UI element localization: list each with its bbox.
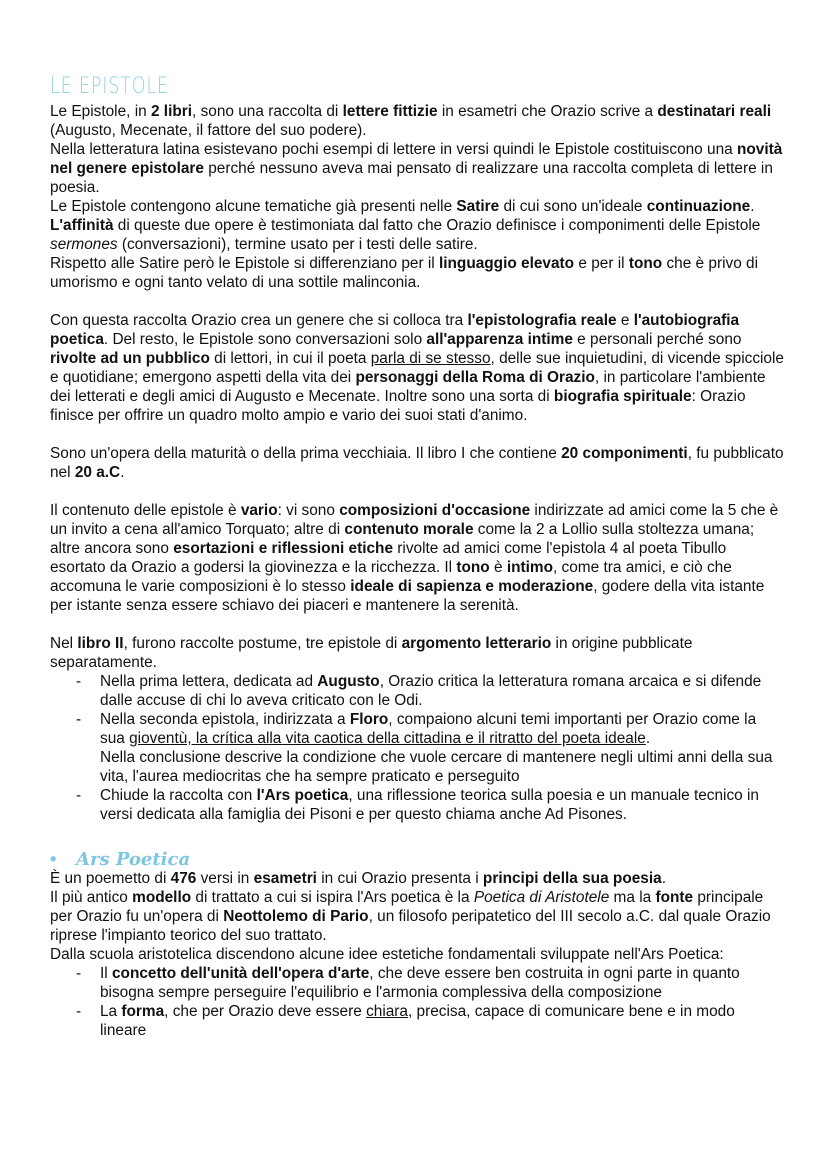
list-item <box>50 1002 784 1040</box>
bold-text: lettere fittizie <box>342 103 438 120</box>
text-run: , godere della vita istante per istante senza essere schiavo dei piaceri e mantenere la serenità. <box>50 578 765 614</box>
bullet-icon: • <box>50 849 57 869</box>
text-run: , fu pubblicato nel <box>50 445 784 481</box>
text-run: in origine pubblicate separatamente. <box>50 635 693 671</box>
text-run: Sono un'opera della maturità o della prima vecchiaia. Il libro I che contiene <box>50 445 562 462</box>
text-run: Le Epistole contengono alcune tematiche già presenti nelle <box>50 198 457 215</box>
bold-text: forma <box>121 1003 165 1020</box>
list-item <box>50 786 784 824</box>
bold-text: biografia spirituale <box>553 388 692 405</box>
text-run: (conversazioni), termine usato per i testi delle satire. <box>117 236 478 253</box>
text-run: Il più antico <box>50 889 133 906</box>
text-run: di queste due opere è testimoniata dal fatto che Orazio definisce i componimenti delle Epistole <box>113 217 761 234</box>
paragraph <box>50 311 784 425</box>
section-title: LE EPISTOLE <box>50 74 169 99</box>
text-run: e personali perché sono <box>572 331 742 348</box>
blank-line <box>50 482 784 501</box>
bold-text: concetto dell'unità dell'opera d'arte <box>111 965 370 982</box>
text-run: indirizzate ad amici come la 5 che è un invito a cena all'amico Torquato; altre di <box>50 502 779 538</box>
dash-bullet-icon: - <box>76 673 82 690</box>
bold-text: linguaggio elevato <box>438 255 575 272</box>
dash-bullet-icon: - <box>76 787 82 804</box>
paragraph <box>50 501 784 615</box>
italic-text: Poetica di Aristotele <box>473 889 610 906</box>
blank-line <box>50 824 784 843</box>
paragraph <box>50 945 784 964</box>
text-run: Con questa raccolta Orazio crea un genere che si colloca tra <box>50 312 468 329</box>
underlined-text: gioventù, la crítica alla vita caotica della cittadina e il ritratto del poeta ideale <box>129 730 646 747</box>
bold-text: all'apparenza intime <box>426 331 573 348</box>
underlined-text: chiara <box>366 1003 408 1020</box>
bold-text: 476 <box>170 870 197 887</box>
text-run: La <box>100 1003 122 1020</box>
bold-text: personaggi della Roma di Orazio <box>355 369 595 386</box>
text-run: Nella conclusione descrive la condizione che vuole cercare di mantenere negli ultimi anni della sua vita, l'aurea mediocritas che ha sempre praticato e perseguito <box>100 749 773 785</box>
text-run: Le Epistole, in <box>50 103 151 120</box>
bold-text: composizioni d'occasione <box>339 502 531 519</box>
bold-text: l'Ars poetica <box>256 787 349 804</box>
text-run: Dalla scuola aristotelica discendono alcune idee estetiche fondamentali sviluppate nell'Ars Poetica: <box>50 946 724 963</box>
bold-text: l'autobiografia poetica <box>50 312 740 348</box>
text-run: ma la <box>609 889 656 906</box>
text-run: , compaiono alcuni temi importanti per Orazio come la sua <box>100 711 757 747</box>
blank-line <box>50 292 784 311</box>
paragraph <box>50 444 784 482</box>
document-page <box>50 74 784 1040</box>
bold-text: Satire <box>456 198 500 215</box>
bold-text: tono <box>456 559 490 576</box>
blank-line <box>50 615 784 634</box>
underlined-text: parla di se stesso <box>370 350 491 367</box>
paragraph <box>50 869 784 888</box>
list-item <box>50 964 784 1002</box>
bold-text: continuazione <box>646 198 751 215</box>
text-run: Nella letteratura latina esistevano pochi esempi di lettere in versi quindi le Epistole costituiscono una <box>50 141 737 158</box>
text-run: : Orazio finisce per offrire un quadro molto ampio e vario dei suoi stati d'animo. <box>50 388 746 424</box>
text-run: , una riflessione teorica sulla poesia e un manuale tecnico in versi dedicata alla famiglia dei Pisoni e per questo chiama anche Ad Pisones. <box>100 787 759 823</box>
text-run: Rispetto alle Satire però le Epistole si differenziano per il <box>50 255 439 272</box>
bold-text: 2 libri <box>150 103 193 120</box>
bold-text: argomento letterario <box>401 635 552 652</box>
text-run: Nel <box>50 635 78 652</box>
bold-text: ideale di sapienza e moderazione <box>350 578 594 595</box>
text-run: perché nessuno aveva mai pensato di realizzare una raccolta completa di lettere in poesia. <box>50 160 773 196</box>
text-run: rivolte ad amici come l'epistola 4 al poeta Tibullo esortato da Orazio a godersi la giovinezza e la ricchezza. Il <box>50 540 727 576</box>
text-run: come la 2 a Lollio sulla stoltezza umana; altre ancora sono <box>50 521 755 557</box>
bold-text: Neottolemo di Pario <box>223 908 369 925</box>
bold-text: modello <box>132 889 192 906</box>
list-item <box>50 710 784 786</box>
text-run: e per il <box>574 255 629 272</box>
paragraph <box>50 888 784 945</box>
text-run: è <box>489 559 507 576</box>
text-run: che è privo di umorismo e ogni tanto velato di una sottile malinconia. <box>50 255 759 291</box>
bold-text: l'epistolografia reale <box>467 312 617 329</box>
bold-text: esametri <box>253 870 317 887</box>
text-run: Chiude la raccolta con <box>100 787 257 804</box>
dash-bullet-icon: - <box>76 965 82 982</box>
paragraph <box>50 140 784 197</box>
text-run: Il <box>100 965 112 982</box>
list-item <box>50 672 784 710</box>
bold-text: principi della sua poesia <box>482 870 662 887</box>
text-run: Nella seconda epistola, indirizzata a <box>100 711 350 728</box>
bold-text: fonte <box>655 889 694 906</box>
text-run: , che deve essere ben costruita in ogni parte in quanto bisogna sempre perseguire l'equilibrio e l'armonia complessiva della composizione <box>100 965 740 1001</box>
bold-text: 20 a.C <box>74 464 121 481</box>
bold-text: contenuto morale <box>344 521 474 538</box>
text-run: di lettori, in cui il poeta <box>209 350 371 367</box>
bold-text: destinatari reali <box>657 103 772 120</box>
text-run: Nella prima lettera, dedicata ad <box>100 673 318 690</box>
text-run: , in particolare l'ambiente dei letterati e degli amici di Augusto e Mecenate. Inoltre sono una sorta di <box>50 369 766 405</box>
bold-text: L'affinità <box>50 217 114 234</box>
text-run: in cui Orazio presenta i <box>316 870 483 887</box>
bold-text: rivolte ad un pubblico <box>50 350 210 367</box>
dash-bullet-icon: - <box>76 711 82 728</box>
bold-text: novità nel genere epistolare <box>50 141 783 177</box>
text-run: di trattato a cui si ispira l'Ars poetica è la <box>191 889 474 906</box>
text-run: , delle sue inquietudini, di vicende spicciole e quotidiane; emergono aspetti della vita dei <box>50 350 784 386</box>
text-run: principale per Orazio fu un'opera di <box>50 889 764 925</box>
paragraph <box>50 634 784 672</box>
bold-text: esortazioni e riflessioni etiche <box>173 540 394 557</box>
dash-bullet-icon: - <box>76 1003 82 1020</box>
bold-text: vario <box>240 502 278 519</box>
bold-text: intimo <box>506 559 553 576</box>
text-run: . <box>645 730 651 747</box>
italic-text: sermones <box>50 236 118 253</box>
text-run: versi in <box>196 870 254 887</box>
paragraph <box>50 254 784 292</box>
text-run: : vi sono <box>277 502 340 519</box>
text-run: e <box>616 312 634 329</box>
text-run: . <box>661 870 666 887</box>
bold-text: Augusto <box>317 673 380 690</box>
text-run: , furono raccolte postume, tre epistole di <box>123 635 402 652</box>
text-run: Il contenuto delle epistole è <box>50 502 241 519</box>
text-run: È un poemetto di <box>50 870 171 887</box>
paragraph <box>50 102 784 140</box>
text-run: , un filosofo peripatetico del III secolo a.C. dal quale Orazio riprese l'impianto teorico del suo trattato. <box>50 908 771 944</box>
text-run: , che per Orazio deve essere <box>164 1003 367 1020</box>
text-run: , precisa, capace di comunicare bene e in modo lineare <box>100 1003 735 1039</box>
text-run: . Del resto, le Epistole sono conversazioni solo <box>103 331 427 348</box>
bold-text: tono <box>628 255 663 272</box>
text-run: , sono una raccolta di <box>192 103 343 120</box>
subsection-title-text: Ars Poetica <box>76 849 191 870</box>
text-run: di cui sono un'ideale <box>499 198 647 215</box>
paragraph <box>50 197 784 254</box>
text-run: (Augusto, Mecenate, il fattore del suo podere). <box>50 122 367 139</box>
blank-line <box>50 425 784 444</box>
text-run: , Orazio critica la letteratura romana arcaica e si difende dalle accuse di chi lo aveva criticato con le Odi. <box>100 673 762 709</box>
bold-text: Floro <box>349 711 389 728</box>
bold-text: 20 componimenti <box>561 445 688 462</box>
text-run: . <box>750 198 755 215</box>
text-run: , come tra amici, e ciò che accomuna le varie composizioni è lo stesso <box>50 559 732 595</box>
bold-text: libro II <box>77 635 124 652</box>
text-run: in esametri che Orazio scrive a <box>437 103 658 120</box>
text-run: . <box>120 464 125 481</box>
